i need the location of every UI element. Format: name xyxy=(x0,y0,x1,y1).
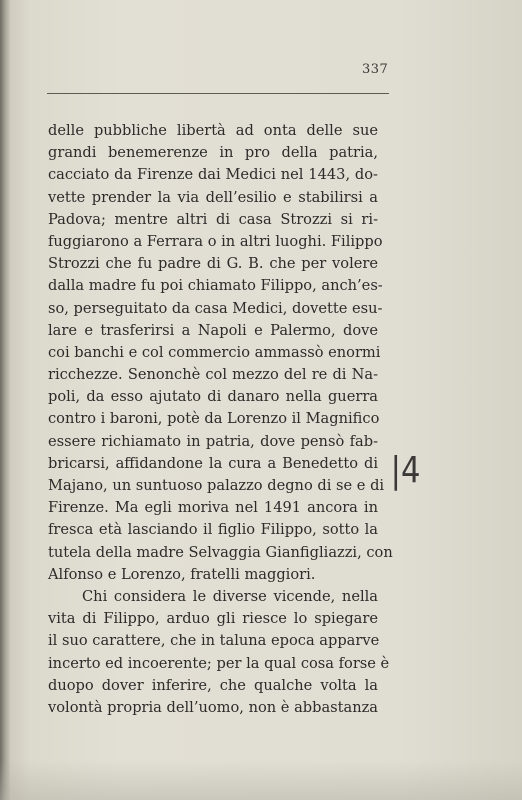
text-line: bricarsi, affidandone la cura a Benedetto di xyxy=(48,454,378,472)
page-binding-edge xyxy=(0,0,10,800)
text-line: Padova; mentre altri di casa Strozzi si ri- xyxy=(48,210,378,228)
text-line: incerto ed incoerente; per la qual cosa forse è xyxy=(48,654,390,672)
text-line: vette prender la via dell’esilio e stabilirsi a xyxy=(48,188,378,206)
text-line: fuggiarono a Ferrara o in altri luoghi. Filippo xyxy=(48,232,383,250)
text-line: cacciato da Firenze dai Medici nel 1443, do- xyxy=(48,166,378,184)
text-line: dalla madre fu poi chiamato Filippo, anch’es- xyxy=(48,277,383,295)
header-rule xyxy=(47,93,389,94)
text-line: coi banchi e col commercio ammassò enormi xyxy=(48,343,381,361)
text-line: Chi considera le diverse vicende, nella xyxy=(82,587,378,605)
text-line: delle pubbliche libertà ad onta delle sue xyxy=(48,122,378,139)
text-line: poli, da esso ajutato di danaro nella guerra xyxy=(48,388,378,406)
text-line: tutela della madre Selvaggia Gianfigliazzi, con xyxy=(48,543,393,561)
text-line: grandi benemerenze in pro della patria, xyxy=(48,144,378,162)
text-line: vita di Filippo, arduo gli riesce lo spiegare xyxy=(48,610,378,628)
text-line: duopo dover inferire, che qualche volta la xyxy=(48,676,378,694)
handwritten-margin-note: |4 xyxy=(390,450,421,491)
text-line: Alfonso e Lorenzo, fratelli maggiori. xyxy=(48,565,316,583)
text-line: Majano, un suntuoso palazzo degno di se e di xyxy=(48,477,385,494)
text-line: il suo carattere, che in taluna epoca apparve xyxy=(48,632,380,650)
text-line: fresca età lasciando il figlio Filippo, sotto la xyxy=(48,521,378,539)
text-line: volontà propria dell’uomo, non è abbastanza xyxy=(48,698,378,716)
text-line: essere richiamato in patria, dove pensò fab- xyxy=(48,432,378,450)
text-line: contro i baroni, potè da Lorenzo il Magnifico xyxy=(48,410,380,428)
text-line: Firenze. Ma egli moriva nel 1491 ancora in xyxy=(48,499,378,517)
page-shadow xyxy=(0,760,522,800)
page-number: 337 xyxy=(362,62,389,77)
body-text xyxy=(48,120,393,719)
text-line: Strozzi che fu padre di G. B. che per volere xyxy=(48,255,378,273)
text-line: lare e trasferirsi a Napoli e Palermo, dove xyxy=(48,321,378,339)
text-line: ricchezze. Senonchè col mezzo del re di Na- xyxy=(48,366,378,384)
text-line: so, perseguitato da casa Medici, dovette esu- xyxy=(48,299,383,317)
